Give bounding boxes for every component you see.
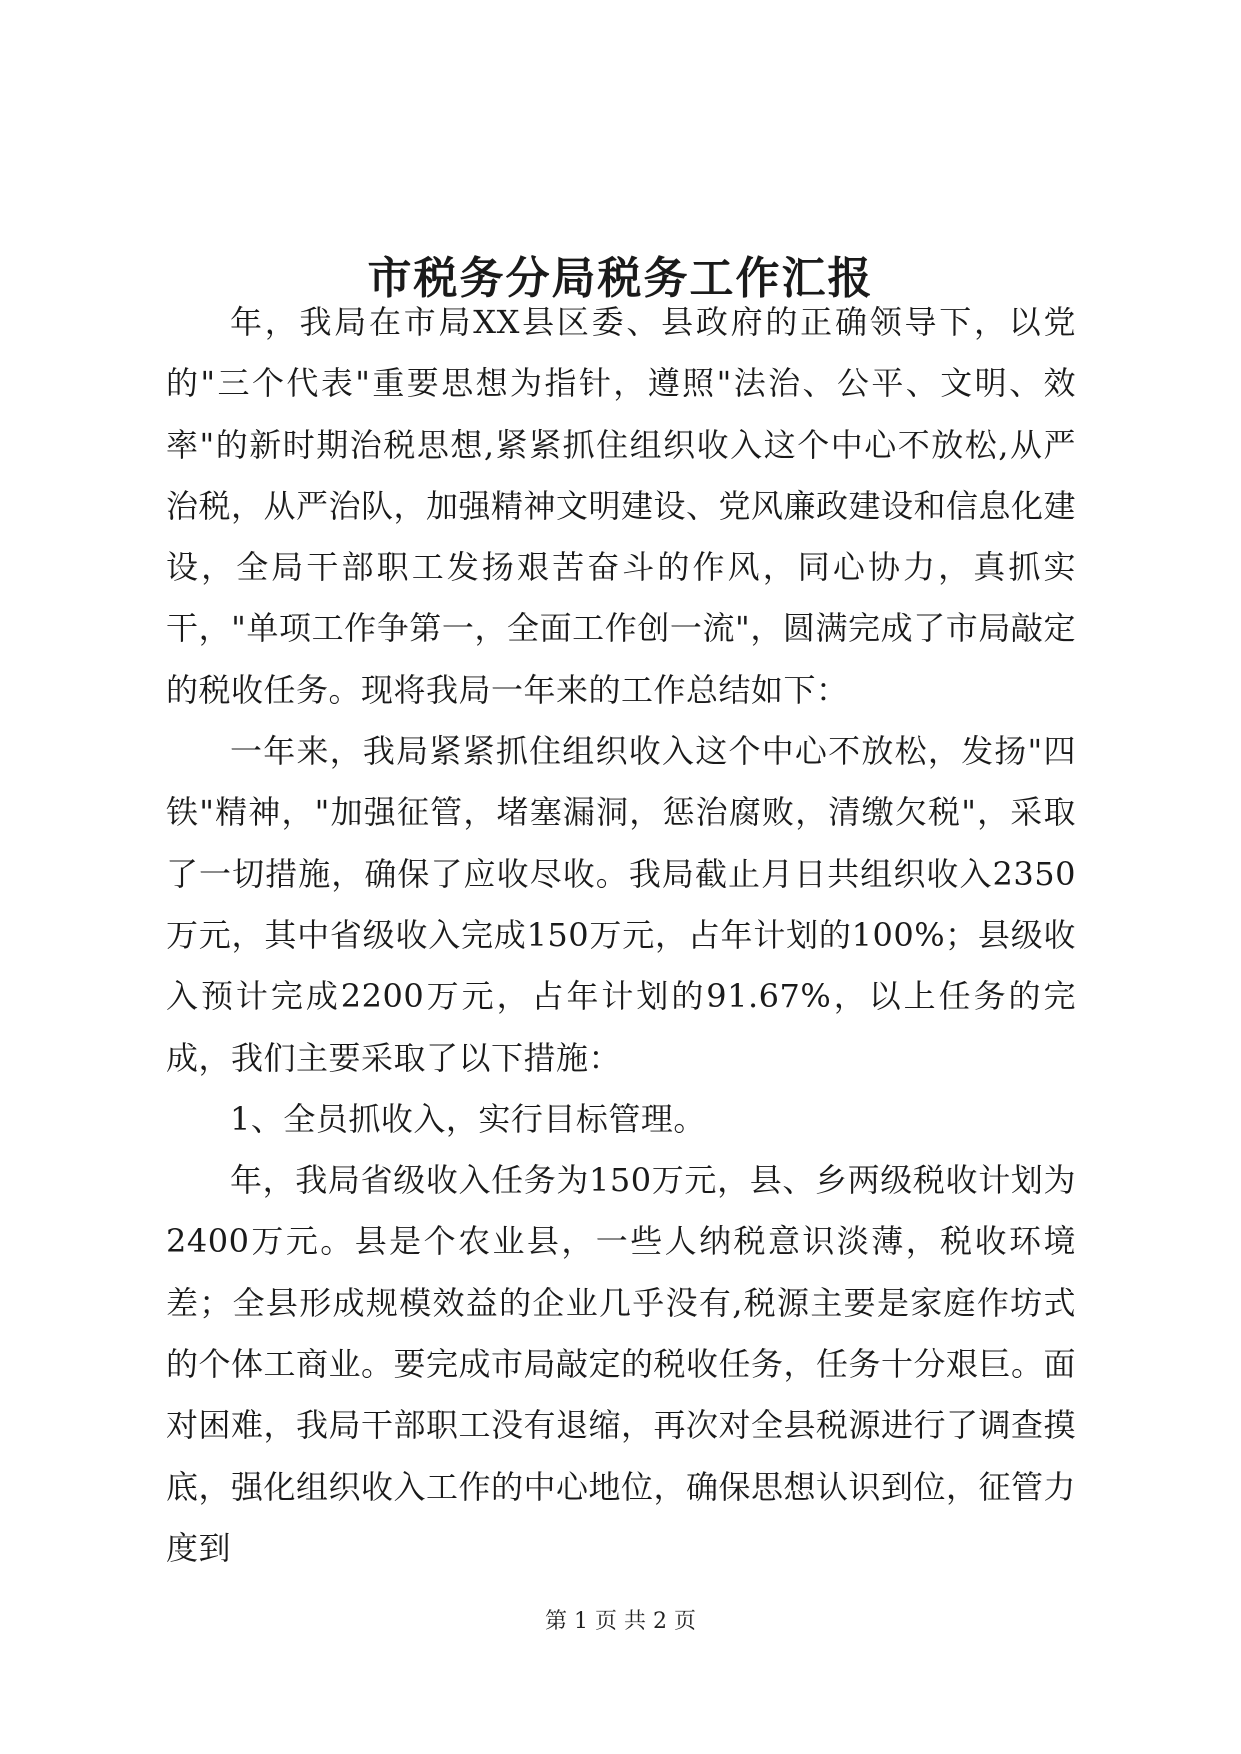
document-body xyxy=(166,292,1076,1579)
page-footer xyxy=(0,1607,1241,1637)
body-paragraph-2: 一年来，我局紧紧抓住组织收入这个中心不放松，发扬"四铁"精神，"加强征管，堵塞漏洞，惩治腐败，清缴欠税"，采取了一切措施，确保了应收尽收。我局截止月日共组织收入2350万元，其中省级收入完成150万元，占年计划的100%；县级收入预计完成2200万元，占年计划的91.67%，以上任务的完成，我们主要采取了以下措施： xyxy=(166,732,1076,1077)
page-number-label: 第 1 页 共 2 页 xyxy=(545,1609,696,1634)
body-paragraph-1: 年，我局在市局XX县区委、县政府的正确领导下，以党的"三个代表"重要思想为指针，遵照"法治、公平、文明、效率"的新时期治税思想,紧紧抓住组织收入这个中心不放松,从严治税，从严治队，加强精神文明建设、党风廉政建设和信息化建设，全局干部职工发扬艰苦奋斗的作风，同心协力，真抓实干，"单项工作争第一，全面工作创一流"，圆满完成了市局敲定的税收任务。现将我局一年来的工作总结如下： xyxy=(166,303,1077,709)
body-paragraph-4: 年，我局省级收入任务为150万元，县、乡两级税收计划为2400万元。县是个农业县，一些人纳税意识淡薄，税收环境差；全县形成规模效益的企业几乎没有,税源主要是家庭作坊式的个体工商业。要完成市局敲定的税收任务，任务十分艰巨。面对困难，我局干部职工没有退缩，再次对全县税源进行了调查摸底，强化组织收入工作的中心地位，确保思想认识到位，征管力度到 xyxy=(166,1161,1077,1567)
document-title: 市税务分局税务工作汇报 xyxy=(367,253,874,305)
body-paragraph-3: 1、全员抓收入，实行目标管理。 xyxy=(230,1099,706,1138)
